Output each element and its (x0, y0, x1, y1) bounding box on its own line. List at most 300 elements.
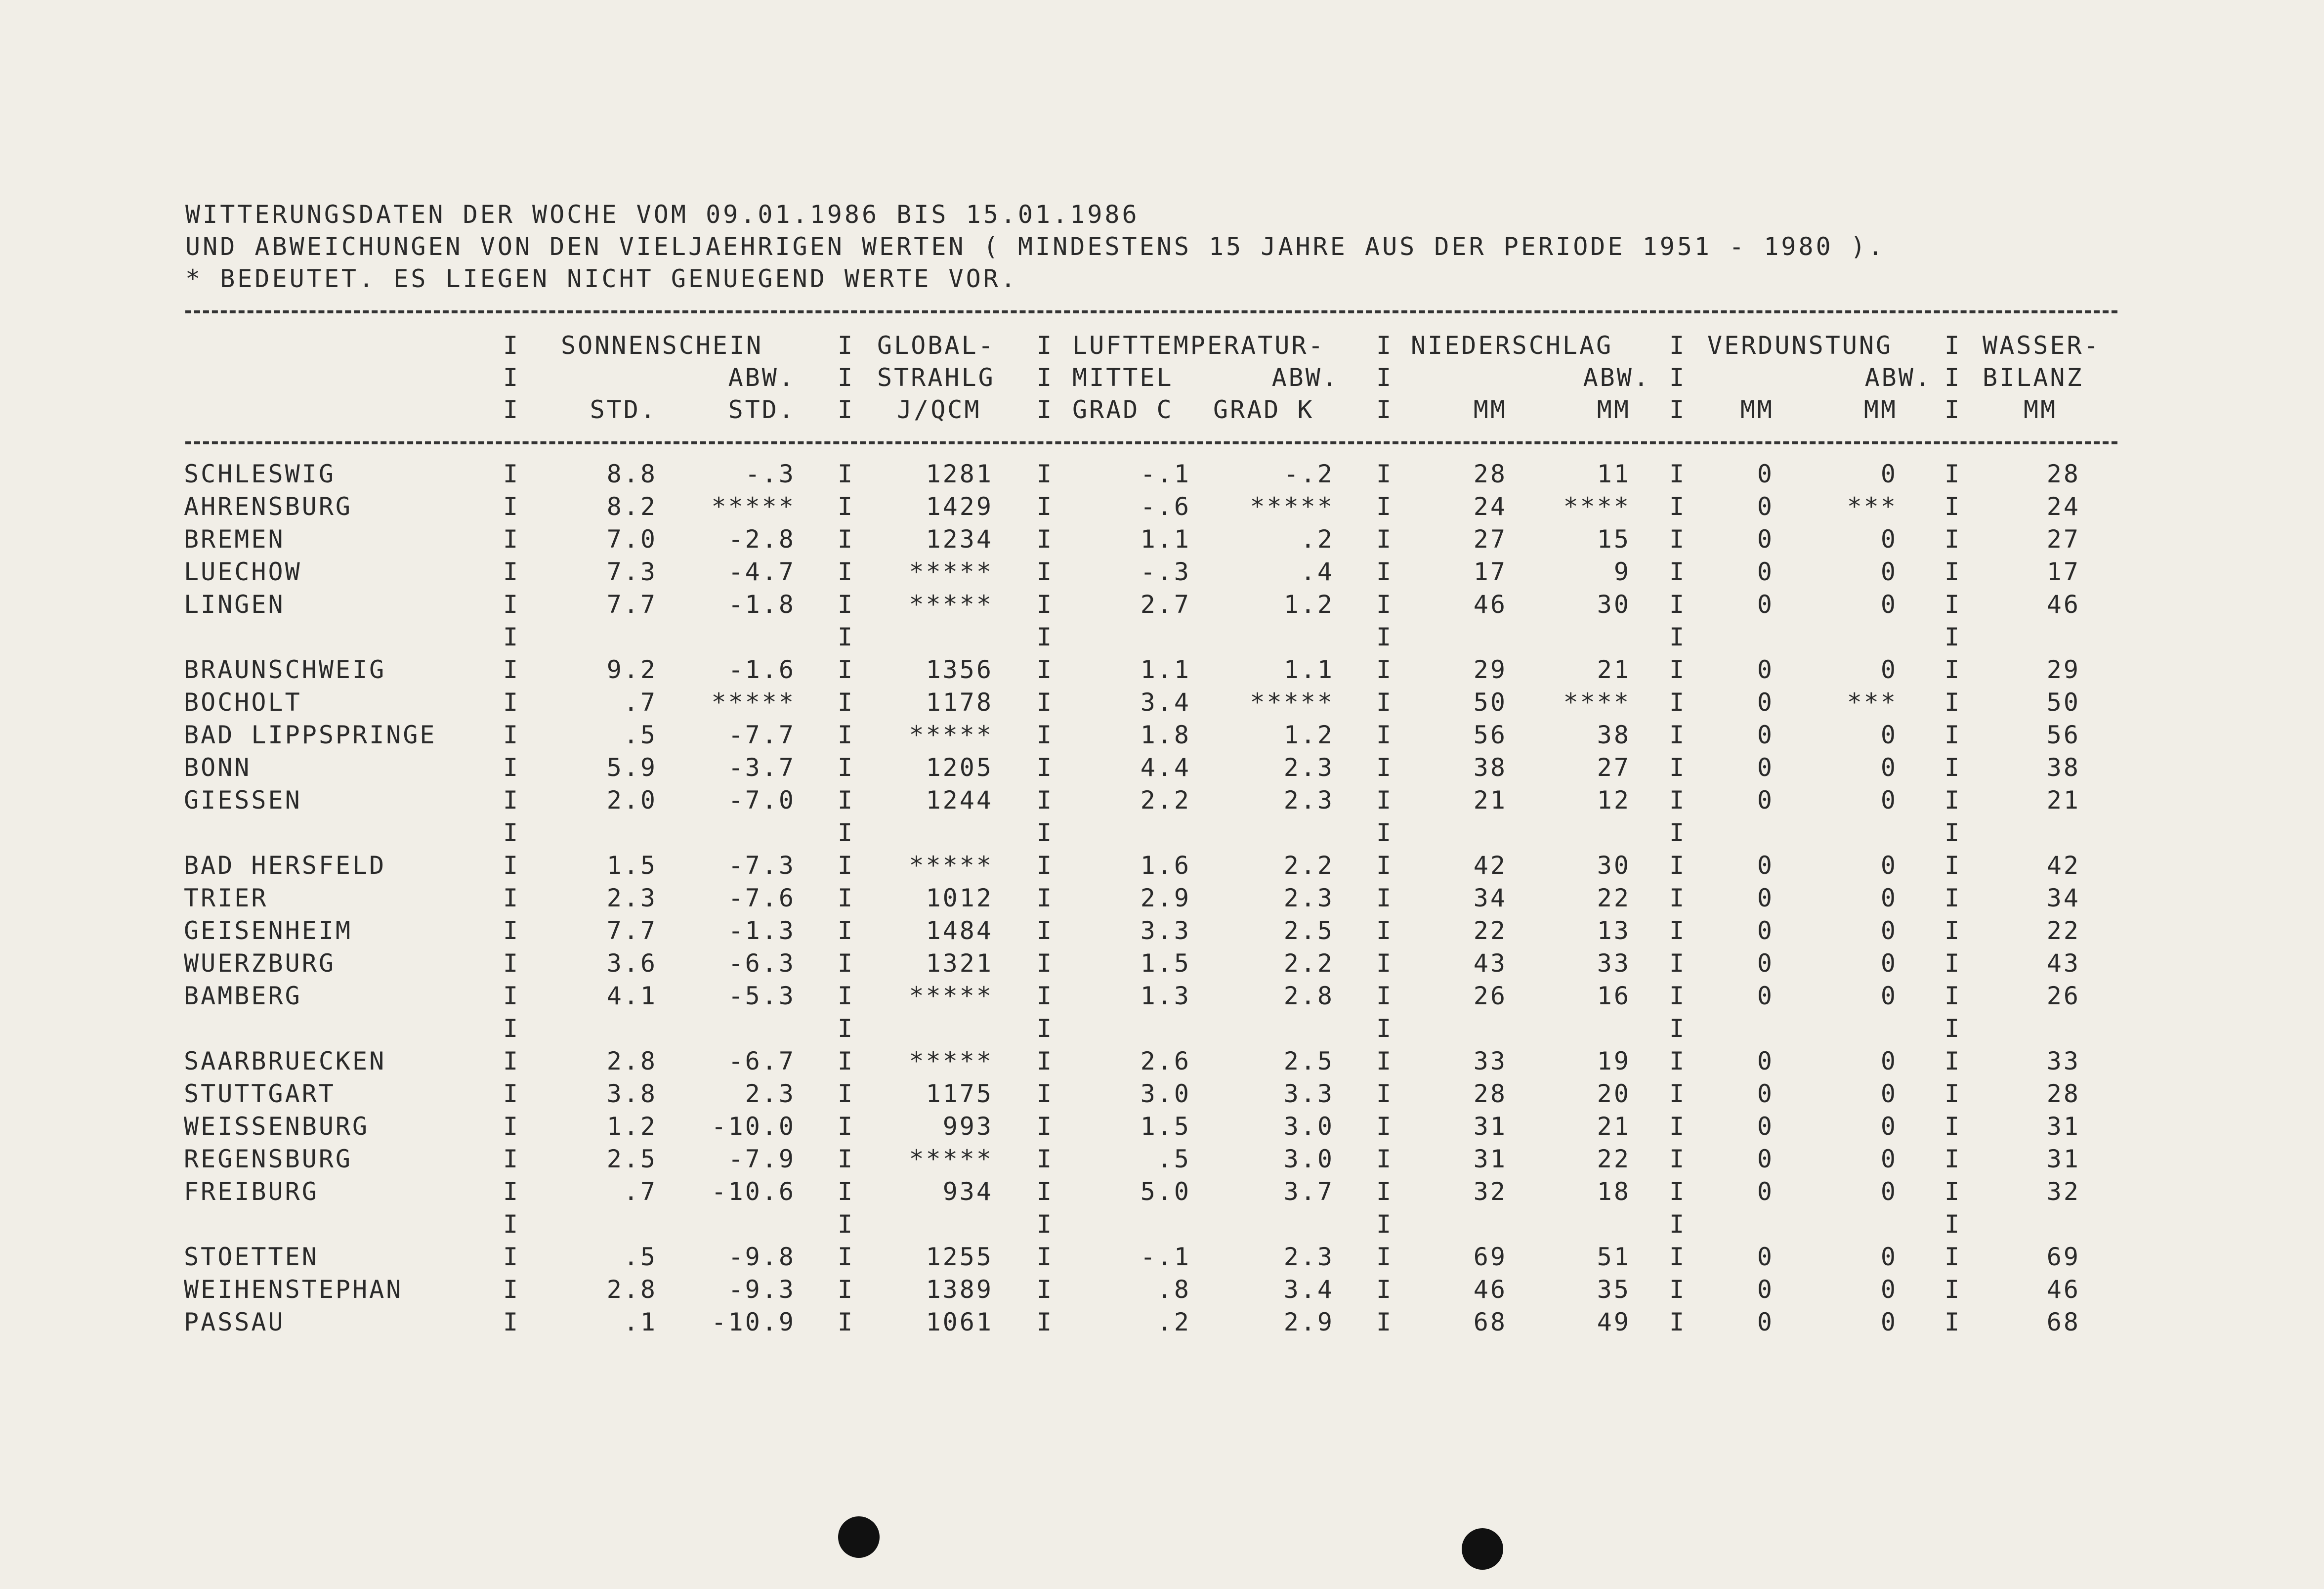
evaporation-mm: 0 (1757, 851, 1774, 880)
air-temp-mean: 1.5 (1140, 949, 1191, 978)
column-sep: I (503, 1275, 518, 1304)
column-sep: I (503, 786, 518, 815)
header-grad-c: GRAD C (1072, 395, 1174, 424)
column-sep: I (1376, 851, 1392, 880)
report-footnote: * BEDEUTET. ES LIEGEN NICHT GENUEGEND WERTE VOR. (185, 264, 1018, 293)
water-balance: 27 (2046, 525, 2080, 554)
air-temp-mean: -.3 (1140, 558, 1191, 586)
divider-top (185, 310, 2117, 313)
station-name: BOCHOLT (184, 688, 302, 717)
precipitation-deviation: 9 (1613, 558, 1631, 586)
column-sep: I (1669, 655, 1685, 684)
evaporation-deviation: 0 (1880, 1145, 1898, 1173)
water-balance: 24 (2046, 492, 2080, 521)
evaporation-deviation: 0 (1880, 982, 1898, 1010)
row-sep: I (1669, 1210, 1685, 1239)
row-sep: I (838, 1014, 853, 1043)
column-sep: I (1669, 590, 1685, 619)
global-radiation: ***** (909, 851, 993, 880)
header-sep: I (838, 331, 853, 360)
column-sep: I (503, 1047, 518, 1075)
column-sep: I (503, 655, 518, 684)
sunshine-deviation: ***** (711, 688, 796, 717)
evaporation-mm: 0 (1757, 786, 1774, 815)
precipitation-deviation: 18 (1597, 1177, 1631, 1206)
column-sep: I (1669, 1308, 1685, 1336)
evaporation-mm: 0 (1757, 525, 1774, 554)
water-balance: 46 (2046, 590, 2080, 619)
row-sep: I (1669, 1014, 1685, 1043)
column-sep: I (1669, 1177, 1685, 1206)
precipitation-mm: 31 (1473, 1112, 1507, 1141)
column-sep: I (1944, 949, 1960, 978)
column-sep: I (1669, 1112, 1685, 1141)
column-sep: I (1669, 1047, 1685, 1075)
evaporation-mm: 0 (1757, 590, 1774, 619)
station-name: LUECHOW (184, 558, 302, 586)
water-balance: 46 (2046, 1275, 2080, 1304)
station-name: BRAUNSCHWEIG (184, 655, 386, 684)
precipitation-mm: 34 (1473, 884, 1507, 912)
column-sep: I (1944, 851, 1960, 880)
water-balance: 33 (2046, 1047, 2080, 1075)
water-balance: 21 (2046, 786, 2080, 815)
column-sep: I (1669, 851, 1685, 880)
header-strahlung: STRAHLG (877, 363, 995, 392)
air-temp-mean: -.1 (1140, 460, 1191, 488)
air-temp-deviation: 2.5 (1283, 1047, 1334, 1075)
column-sep: I (1944, 1177, 1960, 1206)
sunshine-hours: .7 (623, 1177, 657, 1206)
header-wasser-mm: MM (2024, 395, 2058, 424)
global-radiation: ***** (909, 721, 993, 749)
column-sep: I (1669, 884, 1685, 912)
sunshine-hours: .7 (623, 688, 657, 717)
header-grad-k: GRAD K (1213, 395, 1314, 424)
sunshine-hours: 3.8 (606, 1079, 657, 1108)
station-name: WEIHENSTEPHAN (184, 1275, 403, 1304)
header-sep: I (503, 331, 518, 360)
station-name: SCHLESWIG (184, 460, 336, 488)
column-sep: I (1376, 688, 1392, 717)
global-radiation: 1321 (926, 949, 993, 978)
row-sep: I (1037, 1014, 1052, 1043)
evaporation-mm: 0 (1757, 558, 1774, 586)
column-sep: I (1376, 1112, 1392, 1141)
station-name: BAD LIPPSPRINGE (184, 721, 437, 749)
column-sep: I (1376, 1308, 1392, 1336)
column-sep: I (1376, 590, 1392, 619)
evaporation-deviation: 0 (1880, 1177, 1898, 1206)
sunshine-hours: 1.2 (606, 1112, 657, 1141)
evaporation-deviation: 0 (1880, 786, 1898, 815)
column-sep: I (503, 851, 518, 880)
station-name: LINGEN (184, 590, 285, 619)
column-sep: I (1944, 884, 1960, 912)
global-radiation: ***** (909, 558, 993, 586)
column-sep: I (1037, 916, 1052, 945)
sunshine-deviation: -6.7 (728, 1047, 796, 1075)
evaporation-mm: 0 (1757, 1047, 1774, 1075)
divider-header (185, 441, 2117, 444)
precipitation-mm: 31 (1473, 1145, 1507, 1173)
column-sep: I (838, 949, 853, 978)
sunshine-hours: 1.5 (606, 851, 657, 880)
column-sep: I (1376, 753, 1392, 782)
header-verd-mm: MM (1740, 395, 1774, 424)
precipitation-deviation: 20 (1597, 1079, 1631, 1108)
sunshine-deviation: -7.3 (728, 851, 796, 880)
column-sep: I (1669, 460, 1685, 488)
global-radiation: 1281 (926, 460, 993, 488)
column-sep: I (1037, 851, 1052, 880)
evaporation-mm: 0 (1757, 1177, 1774, 1206)
column-sep: I (1669, 949, 1685, 978)
column-sep: I (838, 492, 853, 521)
column-sep: I (1037, 1079, 1052, 1108)
air-temp-deviation: 2.3 (1283, 786, 1334, 815)
column-sep: I (838, 460, 853, 488)
column-sep: I (1037, 721, 1052, 749)
air-temp-mean: 2.2 (1140, 786, 1191, 815)
sunshine-deviation: -1.3 (728, 916, 796, 945)
column-sep: I (1669, 1145, 1685, 1173)
sunshine-deviation: -1.8 (728, 590, 796, 619)
row-sep: I (838, 623, 853, 651)
global-radiation: 1255 (926, 1243, 993, 1271)
air-temp-deviation: 2.3 (1283, 753, 1334, 782)
precipitation-deviation: 51 (1597, 1243, 1631, 1271)
precipitation-mm: 28 (1473, 1079, 1507, 1108)
precipitation-deviation: 21 (1597, 655, 1631, 684)
column-sep: I (1944, 655, 1960, 684)
column-sep: I (1376, 655, 1392, 684)
water-balance: 68 (2046, 1308, 2080, 1336)
evaporation-deviation: *** (1847, 492, 1898, 521)
column-sep: I (838, 1243, 853, 1271)
evaporation-deviation: *** (1847, 688, 1898, 717)
header-sep: I (1037, 331, 1052, 360)
sunshine-deviation: -4.7 (728, 558, 796, 586)
sunshine-deviation: -3.7 (728, 753, 796, 782)
sunshine-hours: 4.1 (606, 982, 657, 1010)
air-temp-mean: 4.4 (1140, 753, 1191, 782)
air-temp-mean: -.1 (1140, 1243, 1191, 1271)
global-radiation: 1356 (926, 655, 993, 684)
precipitation-mm: 22 (1473, 916, 1507, 945)
header-sep: I (1944, 331, 1960, 360)
precipitation-mm: 26 (1473, 982, 1507, 1010)
column-sep: I (838, 753, 853, 782)
column-sep: I (1037, 949, 1052, 978)
precipitation-mm: 27 (1473, 525, 1507, 554)
sunshine-hours: 7.7 (606, 916, 657, 945)
header-sep: I (838, 395, 853, 424)
precipitation-deviation: 30 (1597, 590, 1631, 619)
column-sep: I (1944, 1047, 1960, 1075)
column-sep: I (838, 655, 853, 684)
air-temp-deviation: ***** (1250, 688, 1334, 717)
column-sep: I (1944, 1145, 1960, 1173)
sunshine-hours: 3.6 (606, 949, 657, 978)
sunshine-hours: .5 (623, 1243, 657, 1271)
sunshine-hours: 5.9 (606, 753, 657, 782)
header-sep: I (503, 363, 518, 392)
row-sep: I (1376, 623, 1392, 651)
global-radiation: 993 (942, 1112, 993, 1141)
report-title: WITTERUNGSDATEN DER WOCHE VOM 09.01.1986 BIS 15.01.1986 (185, 200, 1140, 229)
sunshine-deviation: -7.0 (728, 786, 796, 815)
column-sep: I (1037, 1275, 1052, 1304)
column-sep: I (1944, 558, 1960, 586)
global-radiation: 1389 (926, 1275, 993, 1304)
air-temp-deviation: 3.0 (1283, 1145, 1334, 1173)
header-niederschlag: NIEDERSCHLAG (1411, 331, 1613, 360)
column-sep: I (1376, 949, 1392, 978)
evaporation-deviation: 0 (1880, 525, 1898, 554)
row-sep: I (1376, 818, 1392, 847)
column-sep: I (1037, 982, 1052, 1010)
header-son-abw: ABW. (728, 363, 796, 392)
air-temp-deviation: 2.9 (1283, 1308, 1334, 1336)
column-sep: I (1669, 688, 1685, 717)
column-sep: I (503, 982, 518, 1010)
sunshine-deviation: -7.6 (728, 884, 796, 912)
air-temp-mean: 5.0 (1140, 1177, 1191, 1206)
precipitation-mm: 17 (1473, 558, 1507, 586)
header-sep: I (1376, 331, 1392, 360)
air-temp-deviation: 1.1 (1283, 655, 1334, 684)
precipitation-mm: 46 (1473, 590, 1507, 619)
column-sep: I (1669, 1079, 1685, 1108)
column-sep: I (1037, 1112, 1052, 1141)
column-sep: I (1944, 1112, 1960, 1141)
row-sep: I (1669, 818, 1685, 847)
precipitation-mm: 68 (1473, 1308, 1507, 1336)
air-temp-mean: 1.3 (1140, 982, 1191, 1010)
precipitation-mm: 50 (1473, 688, 1507, 717)
header-lufttemperatur: LUFTTEMPERATUR- (1072, 331, 1325, 360)
column-sep: I (838, 851, 853, 880)
evaporation-mm: 0 (1757, 753, 1774, 782)
header-sep: I (838, 363, 853, 392)
column-sep: I (1669, 492, 1685, 521)
column-sep: I (1037, 786, 1052, 815)
sunshine-deviation: -5.3 (728, 982, 796, 1010)
precipitation-mm: 43 (1473, 949, 1507, 978)
column-sep: I (1037, 1177, 1052, 1206)
station-name: REGENSBURG (184, 1145, 353, 1173)
sunshine-deviation: -1.6 (728, 655, 796, 684)
header-son-std: STD. (590, 395, 657, 424)
precipitation-deviation: 33 (1597, 949, 1631, 978)
air-temp-deviation: 1.2 (1283, 721, 1334, 749)
column-sep: I (1037, 688, 1052, 717)
column-sep: I (503, 1079, 518, 1108)
column-sep: I (1944, 982, 1960, 1010)
air-temp-deviation: 1.2 (1283, 590, 1334, 619)
header-luft-abw: ABW. (1271, 363, 1339, 392)
air-temp-mean: 1.6 (1140, 851, 1191, 880)
sunshine-deviation: -10.9 (711, 1308, 796, 1336)
air-temp-mean: 3.3 (1140, 916, 1191, 945)
sunshine-deviation: -2.8 (728, 525, 796, 554)
air-temp-deviation: 2.2 (1283, 949, 1334, 978)
sunshine-deviation: -6.3 (728, 949, 796, 978)
header-sep: I (1669, 395, 1685, 424)
air-temp-deviation: .4 (1300, 558, 1334, 586)
column-sep: I (838, 982, 853, 1010)
row-sep: I (1944, 1014, 1960, 1043)
global-radiation: ***** (909, 982, 993, 1010)
row-sep: I (1037, 818, 1052, 847)
column-sep: I (838, 688, 853, 717)
column-sep: I (838, 1079, 853, 1108)
column-sep: I (838, 590, 853, 619)
water-balance: 69 (2046, 1243, 2080, 1271)
header-mittel: MITTEL (1072, 363, 1174, 392)
column-sep: I (838, 1275, 853, 1304)
evaporation-mm: 0 (1757, 688, 1774, 717)
precipitation-deviation: **** (1563, 688, 1631, 717)
air-temp-deviation: 2.3 (1283, 884, 1334, 912)
air-temp-mean: 3.4 (1140, 688, 1191, 717)
sunshine-hours: 7.7 (606, 590, 657, 619)
air-temp-deviation: 2.3 (1283, 1243, 1334, 1271)
column-sep: I (1037, 558, 1052, 586)
column-sep: I (838, 1145, 853, 1173)
column-sep: I (1376, 558, 1392, 586)
row-sep: I (1376, 1210, 1392, 1239)
row-sep: I (503, 623, 518, 651)
column-sep: I (1376, 1243, 1392, 1271)
air-temp-deviation: 3.7 (1283, 1177, 1334, 1206)
column-sep: I (1376, 721, 1392, 749)
evaporation-mm: 0 (1757, 1308, 1774, 1336)
column-sep: I (838, 884, 853, 912)
row-sep: I (1669, 623, 1685, 651)
water-balance: 26 (2046, 982, 2080, 1010)
row-sep: I (1944, 1210, 1960, 1239)
sunshine-hours: 8.2 (606, 492, 657, 521)
sunshine-hours: 7.3 (606, 558, 657, 586)
column-sep: I (1037, 590, 1052, 619)
station-name: STOETTEN (184, 1243, 319, 1271)
punch-hole (838, 1516, 880, 1558)
header-bilanz: BILANZ (1983, 363, 2084, 392)
air-temp-deviation: 2.5 (1283, 916, 1334, 945)
sunshine-hours: 2.8 (606, 1047, 657, 1075)
precipitation-mm: 46 (1473, 1275, 1507, 1304)
sunshine-deviation: -10.0 (711, 1112, 796, 1141)
column-sep: I (838, 1177, 853, 1206)
station-name: BAMBERG (184, 982, 302, 1010)
column-sep: I (1037, 460, 1052, 488)
evaporation-mm: 0 (1757, 1112, 1774, 1141)
water-balance: 32 (2046, 1177, 2080, 1206)
station-name: STUTTGART (184, 1079, 336, 1108)
column-sep: I (1944, 1243, 1960, 1271)
evaporation-deviation: 0 (1880, 753, 1898, 782)
evaporation-deviation: 0 (1880, 1275, 1898, 1304)
header-sep: I (1376, 395, 1392, 424)
column-sep: I (1944, 916, 1960, 945)
column-sep: I (1037, 1145, 1052, 1173)
row-sep: I (1037, 623, 1052, 651)
global-radiation: 1175 (926, 1079, 993, 1108)
air-temp-deviation: 2.8 (1283, 982, 1334, 1010)
sunshine-hours: 2.0 (606, 786, 657, 815)
header-global: GLOBAL- (877, 331, 995, 360)
water-balance: 43 (2046, 949, 2080, 978)
air-temp-mean: 1.1 (1140, 655, 1191, 684)
air-temp-mean: .8 (1157, 1275, 1191, 1304)
header-son-abw-std: STD. (728, 395, 796, 424)
station-name: WUERZBURG (184, 949, 336, 978)
air-temp-deviation: ***** (1250, 492, 1334, 521)
air-temp-deviation: 3.3 (1283, 1079, 1334, 1108)
water-balance: 31 (2046, 1145, 2080, 1173)
header-sonnenschein: SONNENSCHEIN (561, 331, 763, 360)
sunshine-deviation: 2.3 (745, 1079, 796, 1108)
column-sep: I (503, 590, 518, 619)
evaporation-mm: 0 (1757, 884, 1774, 912)
evaporation-deviation: 0 (1880, 1112, 1898, 1141)
global-radiation: 1061 (926, 1308, 993, 1336)
evaporation-deviation: 0 (1880, 558, 1898, 586)
global-radiation: ***** (909, 590, 993, 619)
column-sep: I (1944, 786, 1960, 815)
column-sep: I (503, 688, 518, 717)
column-sep: I (1944, 688, 1960, 717)
evaporation-deviation: 0 (1880, 460, 1898, 488)
column-sep: I (503, 884, 518, 912)
sunshine-deviation: -.3 (745, 460, 796, 488)
evaporation-deviation: 0 (1880, 1047, 1898, 1075)
station-name: GIESSEN (184, 786, 302, 815)
water-balance: 34 (2046, 884, 2080, 912)
column-sep: I (1944, 1079, 1960, 1108)
header-sep: I (1944, 395, 1960, 424)
column-sep: I (1944, 590, 1960, 619)
station-name: FREIBURG (184, 1177, 319, 1206)
precipitation-deviation: 13 (1597, 916, 1631, 945)
column-sep: I (1944, 492, 1960, 521)
column-sep: I (838, 786, 853, 815)
evaporation-deviation: 0 (1880, 655, 1898, 684)
column-sep: I (1669, 525, 1685, 554)
evaporation-mm: 0 (1757, 721, 1774, 749)
evaporation-mm: 0 (1757, 492, 1774, 521)
header-sep: I (1037, 363, 1052, 392)
column-sep: I (503, 525, 518, 554)
punch-hole (1462, 1528, 1503, 1570)
sunshine-deviation: -9.8 (728, 1243, 796, 1271)
precipitation-deviation: 49 (1597, 1308, 1631, 1336)
header-sep: I (1376, 363, 1392, 392)
column-sep: I (1037, 884, 1052, 912)
header-verd-abw: ABW. (1864, 363, 1932, 392)
column-sep: I (838, 558, 853, 586)
air-temp-deviation: 2.2 (1283, 851, 1334, 880)
row-sep: I (503, 818, 518, 847)
row-sep: I (1944, 623, 1960, 651)
header-sep: I (1669, 331, 1685, 360)
precipitation-deviation: 22 (1597, 884, 1631, 912)
station-name: BREMEN (184, 525, 285, 554)
sunshine-hours: 7.0 (606, 525, 657, 554)
header-sep: I (1944, 363, 1960, 392)
